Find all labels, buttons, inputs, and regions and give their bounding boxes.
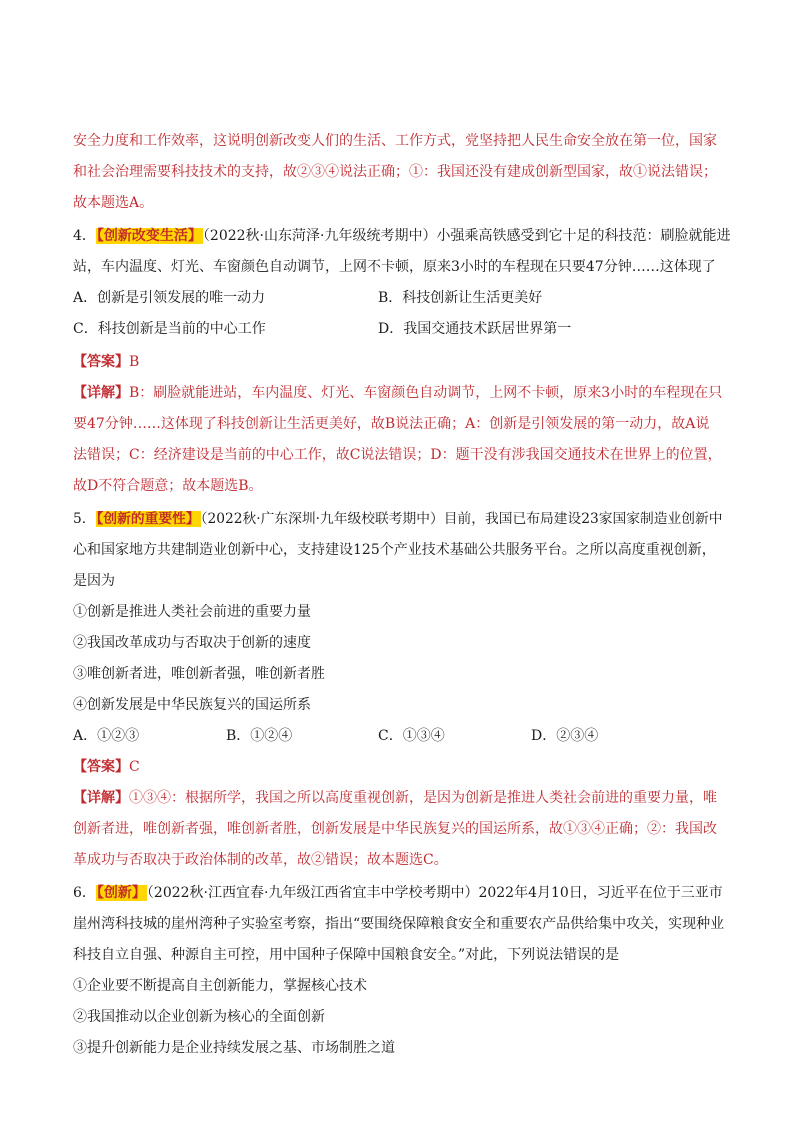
question-6-stem: [73, 883, 733, 903]
question-number: 6．: [73, 885, 96, 901]
question-5-stem-cont: 是因为: [73, 573, 115, 589]
detail-line: 法错误；C：经济建设是当前的中心工作，故C说法错误；D：题干没有涉我国交通技术在世界上的位置，: [73, 447, 722, 463]
option-d: D．我国交通技术跃居世界第一: [378, 321, 572, 337]
topic-tag: 【创新】: [96, 885, 146, 901]
topic-tag: 【创新改变生活】: [96, 228, 202, 244]
statement-item: ③提升创新能力是企业持续发展之基、市场制胜之道: [73, 1040, 395, 1056]
stem-text: （2022秋·广东深圳·九年级校联考期中）目前，我国已布局建设23家国家制造业创新中: [200, 511, 723, 527]
detail-line: 革成功与否取决于政治体制的改革，故②错误；故本题选C。: [73, 852, 448, 868]
topic-tag: 【创新的重要性】: [96, 511, 200, 527]
answer-value: C: [129, 759, 140, 775]
question-number: 4．: [73, 228, 96, 244]
answer-value: B: [129, 354, 140, 370]
option-a: A．创新是引领发展的唯一动力: [73, 290, 266, 306]
stem-text: （2022秋·山东菏泽·九年级统考期中）小强乘高铁感受到它十足的科技范：刷脸就能进: [202, 228, 731, 244]
statement-item: ②我国推动以企业创新为核心的全面创新: [73, 1009, 325, 1025]
question-4-stem-cont: 站，车内温度、灯光、车窗颜色自动调节，上网不卡顿，原来3小时的车程现在只要47分钟……这体现了: [73, 259, 716, 275]
answer-line: [73, 757, 733, 777]
option-b: B．科技创新让生活更美好: [378, 290, 543, 306]
option-a: A．①②③: [73, 728, 140, 744]
question-5-stem: [73, 509, 733, 529]
detail-line: 创新者进，唯创新者强，唯创新者胜，创新发展是中华民族复兴的国运所系，故①③④正确；②：我国改: [73, 821, 717, 837]
question-5-stem-cont: 心和国家地方共建制造业创新中心，支持建设125个产业技术基础公共服务平台。之所以高度重视创新，: [73, 542, 716, 558]
question-6-stem-cont: 崖州湾科技城的崖州湾种子实验室考察，指出“要围绕保障粮食安全和重要农产品供给集中攻关，实现种业: [73, 916, 725, 932]
statement-item: ①创新是推进人类社会前进的重要力量: [73, 604, 311, 620]
option-b: B．①②④: [226, 728, 293, 744]
answer-label: 【答案】: [73, 759, 129, 775]
question-number: 5．: [73, 511, 96, 527]
option-d: D．②③④: [531, 728, 599, 744]
detail-label: 【详解】: [73, 790, 129, 806]
detail-text: B：刷脸就能进站，车内温度、灯光、车窗颜色自动调节，上网不卡顿，原来3小时的车程现在只: [129, 385, 723, 401]
answer-line: [73, 352, 733, 372]
option-c: C．科技创新是当前的中心工作: [73, 321, 266, 337]
detail-line: [73, 788, 733, 808]
question-4-stem: [73, 226, 733, 246]
answer-label: 【答案】: [73, 354, 129, 370]
detail-line: 要47分钟……这体现了科技创新让生活更美好，故B说法正确；A：创新是引领发展的第一动力，故A说: [73, 416, 710, 432]
detail-label: 【详解】: [73, 385, 129, 401]
continuation-line: 安全力度和工作效率，这说明创新改变人们的生活、工作方式，党坚持把人民生命安全放在第一位，国家: [73, 133, 717, 149]
option-c: C．①③④: [378, 728, 445, 744]
detail-text: ①③④：根据所学，我国之所以高度重视创新，是因为创新是推进人类社会前进的重要力量，唯: [129, 790, 717, 806]
stem-text: （2022秋·江西宜春·九年级江西省宜丰中学校考期中）2022年4月10日，习近平在位于三亚市: [146, 885, 723, 901]
statement-item: ②我国改革成功与否取决于创新的速度: [73, 635, 311, 651]
detail-line: [73, 383, 733, 403]
continuation-line: 故本题选A。: [73, 195, 154, 211]
statement-item: ④创新发展是中华民族复兴的国运所系: [73, 697, 311, 713]
question-6-stem-cont: 科技自立自强、种源自主可控，用中国种子保障中国粮食安全。”对此，下列说法错误的是: [73, 947, 620, 963]
statement-item: ①企业要不断提高自主创新能力，掌握核心技术: [73, 978, 367, 994]
continuation-line: 和社会治理需要科技技术的支持，故②③④说法正确；①：我国还没有建成创新型国家，故①说法错误；: [73, 164, 717, 180]
detail-line: 故D不符合题意；故本题选B。: [73, 478, 263, 494]
statement-item: ③唯创新者进，唯创新者强，唯创新者胜: [73, 666, 325, 682]
